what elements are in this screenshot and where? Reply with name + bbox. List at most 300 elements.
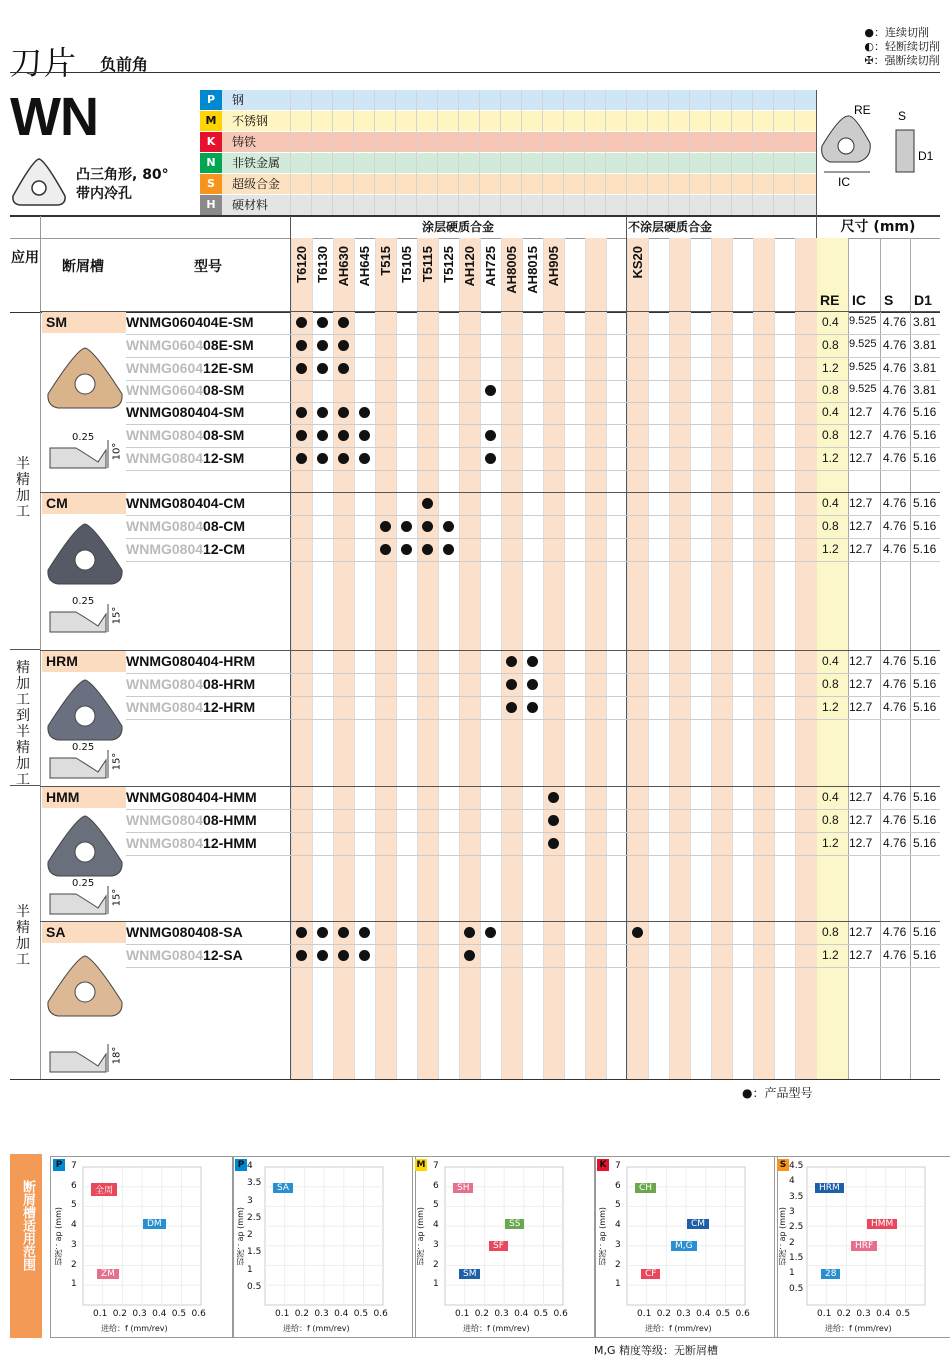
material-name: 非铁金属 [232,156,281,170]
y-axis-label: 切深：ap (mm) [416,1207,425,1266]
dim-re: 0.4 [822,790,839,804]
model-row: WNMG080408-HMM [126,812,257,828]
x-tick: 0.4 [876,1309,891,1319]
dim-s: 4.76 [883,654,907,668]
dim-d1: 5.16 [913,925,937,939]
col-breaker: 断屑槽 [62,259,104,275]
x-tick: 0.2 [656,1309,672,1319]
y-tick: 1 [71,1279,77,1290]
y-tick: 3 [433,1239,439,1250]
model-row: WNMG060412E-SM [126,360,254,376]
chart-material: M [416,1160,426,1170]
dim-d1: 5.16 [913,519,937,533]
x-tick: 0.5 [715,1309,731,1319]
dim-d1: 5.16 [913,790,937,804]
legend-light-interrupt: ◐：轻断续切削 [864,40,940,53]
availability-dot [548,792,559,803]
material-row-H [200,195,816,216]
availability-dot [443,544,454,555]
material-name: 铸铁 [232,135,257,149]
y-tick: 3.5 [247,1178,262,1189]
availability-dot [359,950,370,961]
dim-ic: 9.525 [849,361,877,373]
availability-dot [401,521,412,532]
x-tick: 0.1 [637,1309,652,1319]
dim-d1: 5.16 [913,405,937,419]
label-re: RE [854,103,871,117]
availability-dot [338,927,349,938]
region-label: ZM [97,1269,119,1279]
x-axis-label: 进给：f (mm/rev) [283,1324,350,1333]
y-tick: 2 [71,1259,77,1270]
region-label: M,G [671,1241,697,1251]
x-tick: 0.1 [455,1309,470,1319]
availability-dot [317,340,328,351]
availability-dot [464,950,475,961]
y-tick: 3 [615,1239,621,1250]
grade-header: AH645 [357,246,372,287]
availability-dot [401,544,412,555]
model-row: WNMG080408-SA [126,924,243,940]
y-tick: 7 [433,1161,439,1171]
chart-side-label: 断屑槽适用范围 [20,1180,35,1271]
y-tick: 6 [71,1180,77,1191]
y-tick: 3 [789,1207,795,1217]
x-tick: 0.3 [494,1309,509,1319]
label-ic: IC [838,175,850,189]
dim-s: 4.76 [883,338,907,352]
dim-header: S [884,292,894,308]
col-application: 应用 [11,250,39,266]
y-tick: 2 [433,1259,439,1270]
availability-dot [506,656,517,667]
dim-s: 4.76 [883,405,907,419]
application-label: 半精加工 [16,456,30,520]
x-axis-label: 进给：f (mm/rev) [101,1324,168,1333]
availability-dot [422,544,433,555]
model-row: WNMG060408E-SM [126,337,254,353]
label-d1: D1 [918,149,934,163]
dim-header: IC [852,292,866,308]
x-tick: 0.3 [314,1309,329,1319]
dim-s: 4.76 [883,361,907,375]
availability-dot [548,815,559,826]
x-tick: 0.2 [112,1309,128,1319]
insert-photo [44,952,126,1022]
region-label: SF [489,1241,508,1251]
availability-dot [443,521,454,532]
x-tick: 0.6 [553,1309,568,1319]
dim-ic: 12.7 [849,542,873,556]
dim-re: 0.8 [822,383,839,397]
material-name: 超级合金 [232,177,281,191]
x-tick: 0.3 [856,1309,871,1319]
availability-dot [464,927,475,938]
region-label: SH [453,1183,473,1193]
y-tick: 5 [433,1200,439,1211]
x-tick: 0.4 [696,1309,711,1319]
material-letter: H [200,195,222,215]
availability-dot [632,927,643,938]
region-label: HMM [867,1219,897,1229]
dim-d1: 3.81 [913,361,937,375]
material-letter: P [200,90,222,110]
availability-dot [359,430,370,441]
footnote: ●：产品型号 [742,1086,813,1100]
dim-ic: 12.7 [849,428,873,442]
dim-re: 1.2 [822,700,839,714]
application-label: 半精加工 [16,904,30,968]
y-tick: 1.5 [789,1253,804,1263]
dim-d1: 3.81 [913,383,937,397]
application-chart [50,1156,234,1338]
dim-re: 0.8 [822,428,839,442]
material-letter: M [200,111,222,131]
insert-photo [44,812,126,882]
application-label: 精加工到半精加工 [16,660,30,788]
y-tick: 4.5 [789,1161,804,1171]
y-tick: 7 [615,1161,621,1171]
model-row: WNMG080408-HRM [126,676,256,692]
x-tick: 0.6 [191,1309,206,1319]
legend-continuous: ●：连续切削 [864,26,929,39]
x-axis-label: 进给：f (mm/rev) [463,1324,530,1333]
availability-dot [359,927,370,938]
region-label: SA [273,1183,293,1193]
chart-material: K [597,1159,609,1171]
material-name: 不锈钢 [232,114,269,128]
model-row: WNMG080404-HMM [126,789,257,805]
x-tick: 0.4 [334,1309,349,1319]
insert-photo [44,344,126,414]
size-header: 尺寸 (mm) [840,219,916,235]
model-row: WNMG060404E-SM [126,314,254,330]
x-axis-label: 进给：f (mm/rev) [825,1324,892,1333]
dim-ic: 12.7 [849,677,873,691]
availability-dot [338,340,349,351]
y-tick: 1.5 [247,1247,262,1258]
chart-material: P [235,1159,247,1171]
model-row: WNMG080412-CM [126,541,246,557]
availability-dot [338,317,349,328]
availability-dot [296,317,307,328]
dim-d1: 5.16 [913,836,937,850]
y-tick: 3.5 [789,1191,804,1202]
dim-re: 0.4 [822,654,839,668]
dim-d1: 5.16 [913,451,937,465]
dim-re: 0.8 [822,925,839,939]
dim-ic: 12.7 [849,700,873,714]
dim-ic: 12.7 [849,948,873,962]
application-chart [412,1156,596,1338]
dim-s: 4.76 [883,519,907,533]
y-tick: 1 [615,1279,621,1290]
dim-s: 4.76 [883,542,907,556]
page-title: 刀片 [10,44,79,82]
application-chart [232,1156,416,1338]
availability-dot [485,385,496,396]
y-tick: 1 [433,1279,439,1290]
dim-re: 1.2 [822,451,839,465]
material-letter: S [200,174,222,194]
availability-dot [338,407,349,418]
availability-dot [317,453,328,464]
dim-s: 4.76 [883,428,907,442]
model-row: WNMG060408-SM [126,382,245,398]
insert-dimension-diagram [818,98,943,198]
y-tick: 4 [247,1161,253,1171]
x-tick: 0.2 [474,1309,490,1319]
dim-s: 4.76 [883,677,907,691]
material-matrix [200,90,816,216]
dim-ic: 9.525 [849,383,877,395]
dim-s: 4.76 [883,700,907,714]
y-tick: 5 [615,1200,621,1211]
model-row: WNMG080408-CM [126,518,246,534]
label-s: S [898,109,907,123]
y-tick: 4 [789,1176,795,1187]
x-tick: 0.5 [171,1309,187,1319]
breaker-group: HMM [42,787,126,808]
availability-dot [506,679,517,690]
grade-header: T5115 [420,246,435,283]
profile-angle: 15° [111,888,123,907]
dim-ic: 12.7 [849,836,873,850]
profile-land: 0.25 [72,878,95,889]
availability-dot [422,498,433,509]
y-tick: 3 [247,1195,253,1206]
dim-d1: 5.16 [913,948,937,962]
y-tick: 6 [615,1180,621,1191]
application-chart [594,1156,778,1338]
y-tick: 6 [433,1180,439,1191]
y-tick: 5 [71,1200,77,1211]
availability-dot [527,656,538,667]
grade-header: KS20 [630,246,645,279]
y-tick: 4 [615,1220,621,1231]
dim-s: 4.76 [883,790,907,804]
x-tick: 0.6 [373,1309,388,1319]
model-row: WNMG080412-SM [126,450,245,466]
dim-d1: 5.16 [913,428,937,442]
breaker-group: SA [42,922,126,943]
availability-dot [317,950,328,961]
dim-re: 0.4 [822,315,839,329]
dim-ic: 12.7 [849,451,873,465]
y-axis-label: 切深：ap (mm) [54,1207,63,1266]
availability-dot [338,363,349,374]
availability-dot [296,453,307,464]
dim-ic: 12.7 [849,405,873,419]
grade-header: AH120 [462,246,477,287]
x-tick: 0.2 [294,1309,310,1319]
coated-header: 涂层硬质合金 [421,220,494,234]
dim-d1: 5.16 [913,654,937,668]
legend-heavy-interrupt: ✠：强断续切削 [864,54,940,67]
x-tick: 0.5 [895,1309,911,1319]
dim-ic: 12.7 [849,496,873,510]
y-tick: 0.5 [247,1281,262,1292]
grade-header: T6130 [315,246,330,283]
grade-header: T5125 [441,246,456,283]
dim-s: 4.76 [883,948,907,962]
availability-dot [527,702,538,713]
grade-header: AH8005 [504,246,519,294]
y-tick: 4 [433,1220,439,1231]
dim-ic: 12.7 [849,519,873,533]
availability-dot [317,363,328,374]
dim-re: 1.2 [822,361,839,375]
availability-dot [296,407,307,418]
availability-dot [380,544,391,555]
dim-ic: 12.7 [849,813,873,827]
model-row: WNMG080404-HRM [126,653,256,669]
profile-angle: 18° [111,1046,123,1065]
model-row: WNMG080412-HMM [126,835,257,851]
x-tick: 0.6 [735,1309,750,1319]
uncoated-header: 不涂层硬质合金 [628,220,713,234]
y-tick: 1 [789,1268,795,1279]
grade-header: AH8015 [525,246,540,294]
x-tick: 0.1 [93,1309,108,1319]
dim-d1: 5.16 [913,813,937,827]
model-row: WNMG080412-SA [126,947,243,963]
availability-dot [506,702,517,713]
grade-header: AH905 [546,246,561,287]
x-tick: 0.3 [132,1309,147,1319]
availability-dot [317,317,328,328]
dim-d1: 5.16 [913,496,937,510]
availability-dot [359,453,370,464]
availability-dot [338,430,349,441]
page-subtitle: 负前角 [100,55,149,74]
dim-header: D1 [914,292,932,308]
availability-dot [422,521,433,532]
x-tick: 0.4 [514,1309,529,1319]
dim-ic: 12.7 [849,925,873,939]
y-tick: 2 [789,1237,795,1248]
profile-angle: 15° [111,606,123,625]
breaker-group: SM [42,312,126,333]
dim-d1: 3.81 [913,338,937,352]
profile-land: 0.25 [72,432,95,443]
x-axis-label: 进给：f (mm/rev) [645,1324,712,1333]
y-tick: 2 [615,1259,621,1270]
availability-dot [317,430,328,441]
x-tick: 0.5 [353,1309,369,1319]
region-label: 全周 [91,1183,117,1196]
insert-photo [44,676,126,746]
insert-shape-icon [10,156,68,208]
availability-dot [548,838,559,849]
y-tick: 7 [71,1161,77,1171]
region-label: SS [505,1219,524,1229]
dim-ic: 12.7 [849,654,873,668]
chart-material: S [777,1159,789,1171]
availability-dot [485,430,496,441]
y-tick: 2 [247,1230,253,1240]
dim-d1: 5.16 [913,542,937,556]
x-tick: 0.3 [676,1309,691,1319]
dim-d1: 5.16 [913,700,937,714]
availability-dot [317,927,328,938]
insert-code: WN [10,87,98,147]
chart-material: P [53,1159,65,1171]
dim-re: 0.8 [822,813,839,827]
material-row-K [200,132,816,153]
x-tick: 0.2 [836,1309,852,1319]
dim-header: RE [820,292,840,308]
material-name: 硬材料 [232,198,269,212]
region-label: CH [635,1183,656,1193]
region-label: HRM [815,1183,844,1193]
insert-photo [44,520,126,590]
availability-dot [296,950,307,961]
region-label: 28 [821,1269,840,1279]
y-axis-label: 切深：ap (mm) [236,1207,245,1266]
region-label: DM [143,1219,166,1229]
model-row: WNMG080412-HRM [126,699,256,715]
breaker-group: HRM [42,651,126,672]
region-label: CF [641,1269,660,1279]
availability-dot [296,363,307,374]
chart-note: M,G 精度等级：无断屑槽 [594,1344,719,1357]
y-tick: 0.5 [789,1283,804,1294]
y-axis-label: 切深：ap (mm) [598,1207,607,1266]
grade-header: T6120 [294,246,309,283]
availability-dot [485,453,496,464]
model-row: WNMG080408-SM [126,427,245,443]
dim-re: 0.8 [822,338,839,352]
availability-dot [296,340,307,351]
profile-angle: 10° [111,442,123,461]
x-tick: 0.1 [275,1309,290,1319]
dim-ic: 9.525 [849,338,877,350]
dim-re: 1.2 [822,948,839,962]
y-tick: 1 [247,1264,253,1275]
grade-header: T5105 [399,246,414,283]
dim-s: 4.76 [883,315,907,329]
dim-ic: 12.7 [849,790,873,804]
availability-dot [338,950,349,961]
material-name: 钢 [232,93,245,107]
model-row: WNMG080404-SM [126,404,245,420]
y-axis-label: 切深：ap (mm) [778,1207,787,1266]
availability-dot [296,927,307,938]
material-row-M [200,111,816,132]
material-row-N [200,153,816,174]
material-row-S [200,174,816,195]
grade-header: T515 [378,246,393,276]
application-chart [774,1156,950,1338]
region-label: HRF [851,1241,877,1251]
availability-dot [296,430,307,441]
dim-re: 1.2 [822,836,839,850]
availability-dot [359,407,370,418]
availability-dot [485,927,496,938]
y-tick: 3 [71,1239,77,1250]
x-tick: 0.5 [533,1309,549,1319]
grade-header: AH630 [336,246,351,287]
availability-dot [527,679,538,690]
grade-header: AH725 [483,246,498,287]
dim-re: 0.4 [822,496,839,510]
y-tick: 4 [71,1220,77,1231]
x-tick: 0.4 [152,1309,167,1319]
y-tick: 2.5 [247,1212,262,1223]
material-letter: N [200,153,222,173]
region-label: SM [459,1269,480,1279]
